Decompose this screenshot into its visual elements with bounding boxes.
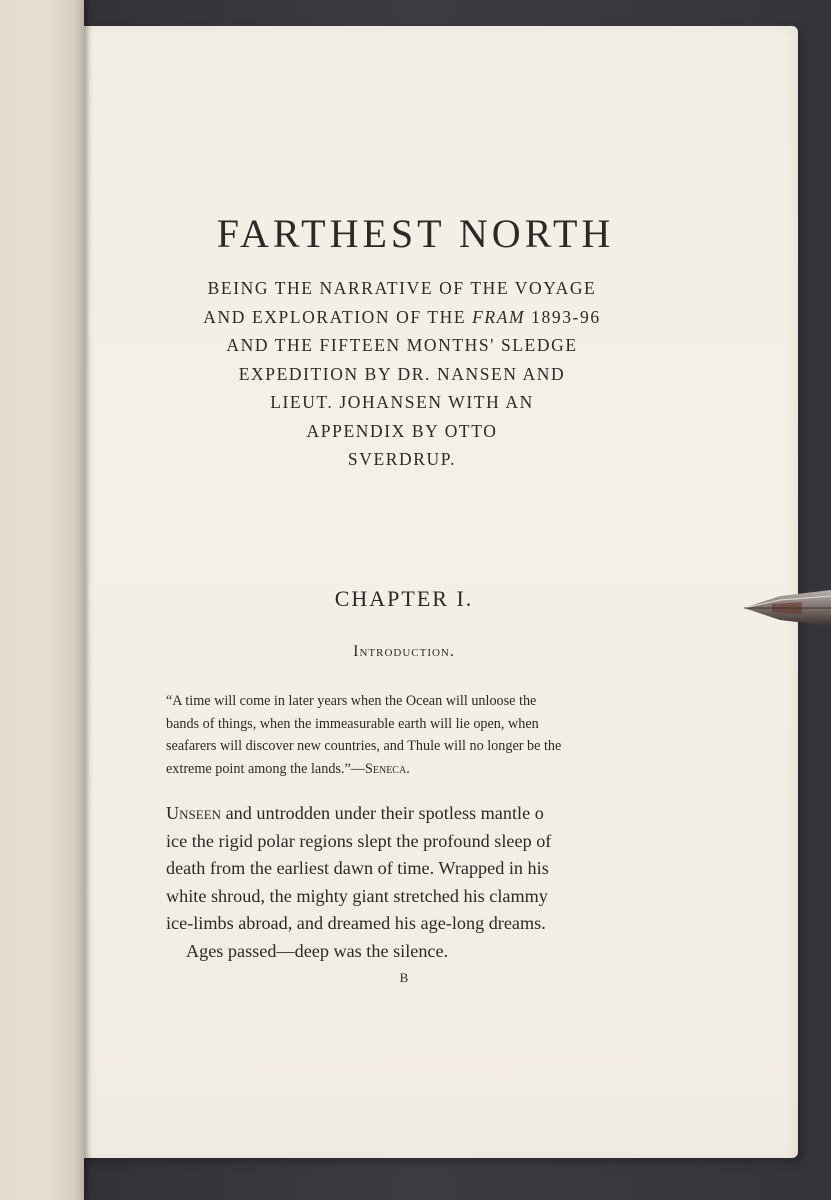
pen-nib-icon bbox=[742, 586, 831, 630]
subtitle-line bbox=[0, 303, 804, 332]
epigraph-author: Seneca. bbox=[364, 760, 410, 777]
subtitle-line: LIEUT. JOHANSEN WITH AN bbox=[270, 392, 534, 412]
subtitle-line: APPENDIX BY OTTO bbox=[306, 420, 498, 441]
subtitle-line: AND THE FIFTEEN MONTHS' SLEDGE bbox=[226, 335, 578, 355]
opening-word: Unseen bbox=[166, 803, 222, 823]
body-line: ice the rigid polar regions slept the profound sleep of bbox=[166, 830, 552, 851]
epigraph bbox=[166, 690, 646, 780]
body-line bbox=[166, 800, 646, 828]
ship-name: FRAM bbox=[472, 306, 526, 327]
subtitle-years: 1893-96 bbox=[525, 306, 601, 327]
epigraph-line: “A time will come in later years when the Ocean will unloose the bbox=[166, 693, 537, 709]
signature-mark: B bbox=[399, 970, 409, 985]
subtitle-text: AND EXPLORATION OF THE bbox=[203, 306, 473, 327]
body-paragraph bbox=[166, 800, 646, 965]
epigraph-text: extreme point among the lands.”— bbox=[166, 760, 365, 777]
epigraph-line bbox=[166, 758, 646, 781]
epigraph-line: bands of things, when the immeasurable earth will lie open, when bbox=[166, 715, 539, 732]
subtitle-line: BEING THE NARRATIVE OF THE VOYAGE bbox=[207, 278, 597, 298]
book-title: FARTHEST NORTH bbox=[216, 211, 615, 256]
chapter-heading: CHAPTER I. bbox=[334, 586, 474, 611]
book-subtitle bbox=[0, 274, 804, 474]
body-line: ice-limbs abroad, and dreamed his age-long dreams. bbox=[166, 913, 546, 933]
body-line-text: and untrodden under their spotless mantle o bbox=[221, 803, 544, 823]
body-line: death from the earliest dawn of time. Wrapped in his bbox=[166, 858, 549, 878]
subtitle-line: EXPEDITION BY DR. NANSEN AND bbox=[238, 363, 566, 384]
section-heading: Introduction. bbox=[353, 643, 455, 660]
epigraph-line: seafarers will discover new countries, and Thule will no longer be the bbox=[166, 738, 562, 754]
subtitle-line: SVERDRUP. bbox=[347, 449, 457, 469]
body-line: Ages passed—deep was the silence. bbox=[186, 940, 449, 961]
body-line: white shroud, the mighty giant stretched his clammy bbox=[166, 885, 548, 906]
